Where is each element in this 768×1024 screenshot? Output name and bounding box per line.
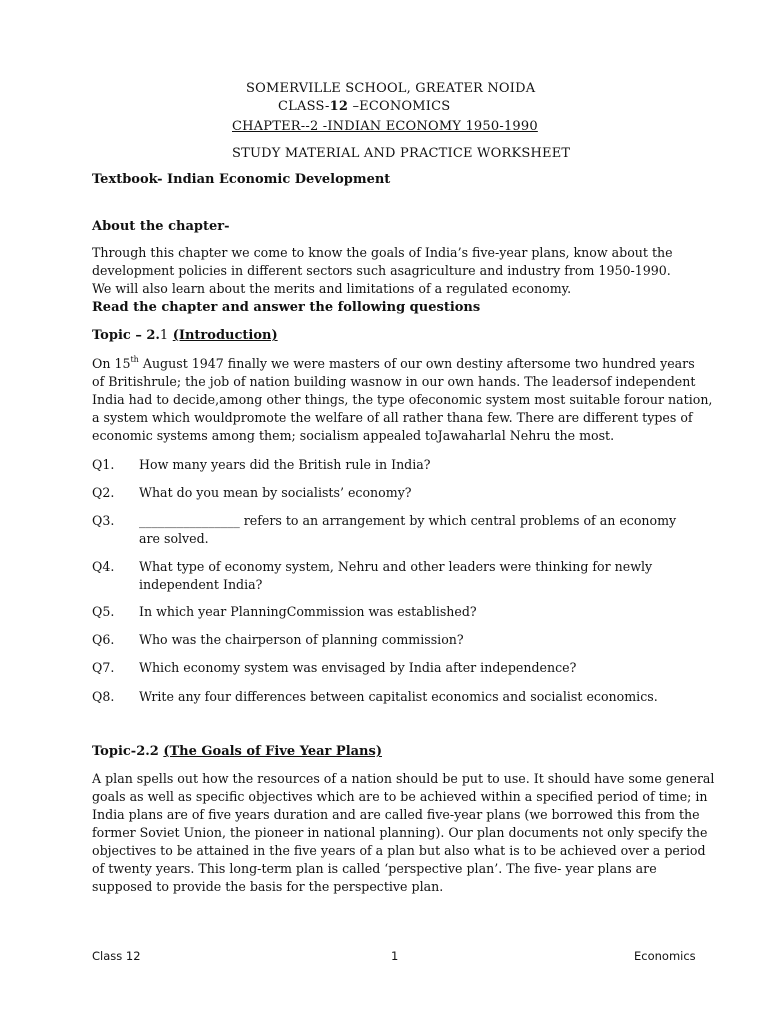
- question-number: Q3.: [92, 513, 115, 528]
- topic-1-title: (Introduction): [172, 328, 278, 343]
- question-text: How many years did the British rule in India?: [139, 457, 431, 472]
- question-number: Q4.: [92, 559, 115, 574]
- about-line: Through this chapter we come to know the goals of India’s five-year plans, know about the: [92, 245, 673, 260]
- topic-1-label: Topic – 2.: [92, 328, 160, 343]
- question-number: Q1.: [92, 457, 115, 472]
- question-text: Who was the chairperson of planning commission?: [139, 632, 464, 647]
- question-text: ________________ refers to an arrangement by which central problems of an economy: [139, 513, 677, 528]
- question-number: Q5.: [92, 604, 115, 619]
- worksheet-subtitle: STUDY MATERIAL AND PRACTICE WORKSHEET: [232, 146, 571, 161]
- topic-1-line: a system which wouldpromote the welfare of all rather thana few. There are different types of: [92, 410, 693, 425]
- topic-1-heading: [92, 327, 278, 344]
- topic-1-line: economic systems among them; socialism appealed toJawaharlal Nehru the most.: [92, 428, 615, 443]
- question-text: are solved.: [139, 531, 209, 546]
- topic-2-line: A plan spells out how the resources of a nation should be put to use. It should have some general: [92, 771, 715, 786]
- footer-page-number: 1: [391, 949, 399, 963]
- question-text: independent India?: [139, 577, 263, 592]
- class-prefix: CLASS-: [278, 99, 330, 114]
- question-text: Write any four differences between capitalist economics and socialist economics.: [139, 689, 658, 704]
- topic-2-line: former Soviet Union, the pioneer in national planning). Our plan documents not only specify the: [92, 825, 708, 840]
- class-title: [278, 98, 450, 115]
- footer-class: Class 12: [92, 949, 141, 963]
- topic-1-paragraph: [92, 355, 713, 445]
- about-line: We will also learn about the merits and limitations of a regulated economy.: [92, 281, 572, 296]
- question-text: What do you mean by socialists’ economy?: [139, 485, 412, 500]
- textbook-line: Textbook- Indian Economic Development: [92, 172, 391, 187]
- question-text: In which year PlanningCommission was established?: [139, 604, 477, 619]
- topic-1-line: India had to decide,among other things, the type ofeconomic system most suitable forour nation,: [92, 392, 713, 407]
- topic-1-first-line: On 15th August 1947 finally we were masters of our own destiny aftersome two hundred years: [92, 355, 695, 371]
- question-number: Q6.: [92, 632, 115, 647]
- footer-subject: Economics: [634, 949, 696, 963]
- class-suffix: –ECONOMICS: [348, 99, 451, 114]
- question-text: Which economy system was envisaged by India after independence?: [139, 660, 577, 675]
- question-number: Q8.: [92, 689, 115, 704]
- about-line: development policies in different sectors such asagriculture and industry from 1950-1990.: [92, 263, 671, 278]
- instruction-line: Read the chapter and answer the following questions: [92, 300, 481, 315]
- topic-2-paragraph: [92, 770, 715, 896]
- topic-2-heading: [92, 743, 382, 760]
- class-number: 12: [329, 99, 349, 114]
- topic-1-number: 1: [159, 328, 169, 343]
- topic-2-line: objectives to be attained in the five years of a plan but also what is to be achieved over a period: [92, 843, 706, 858]
- topic-2-title: (The Goals of Five Year Plans): [163, 744, 382, 759]
- chapter-title: CHAPTER--2 -INDIAN ECONOMY 1950-1990: [232, 119, 538, 134]
- topic-2-label: Topic-2.2: [92, 744, 164, 759]
- school-name: SOMERVILLE SCHOOL, GREATER NOIDA: [246, 81, 536, 96]
- topic-2-line: India plans are of five years duration and are called five-year plans (we borrowed this from the: [92, 807, 700, 822]
- topic-2-line: of twenty years. This long-term plan is called ‘perspective plan’. The five- year plans are: [92, 861, 657, 876]
- topic-1-line: of Britishrule; the job of nation building wasnow in our own hands. The leadersof independent: [92, 374, 696, 389]
- question-number: Q2.: [92, 485, 115, 500]
- topic-2-line: supposed to provide the basis for the perspective plan.: [92, 879, 444, 894]
- question-text: What type of economy system, Nehru and other leaders were thinking for newly: [139, 559, 653, 574]
- about-heading: About the chapter-: [92, 219, 230, 234]
- about-paragraph: [92, 244, 702, 298]
- question-number: Q7.: [92, 660, 115, 675]
- topic-2-line: goals as well as specific objectives which are to be achieved within a specified period of time; in: [92, 789, 708, 804]
